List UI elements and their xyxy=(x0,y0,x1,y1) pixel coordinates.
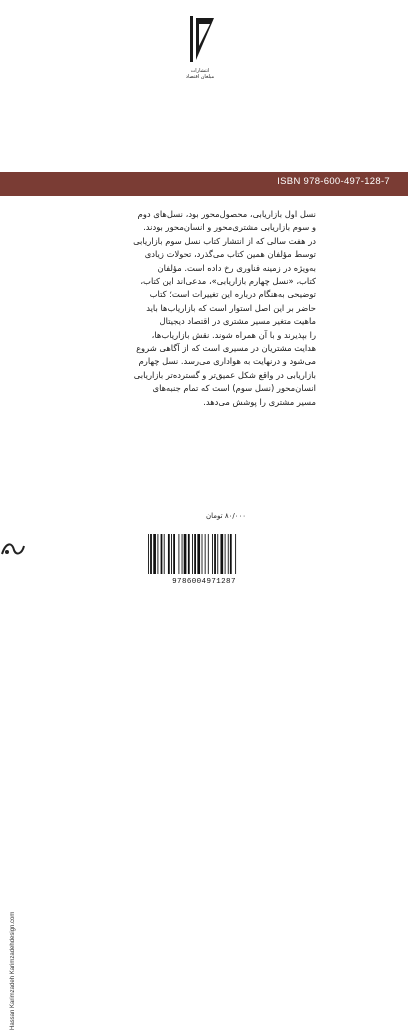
barcode-bar xyxy=(202,534,203,574)
barcode-bar xyxy=(225,534,226,574)
isbn-text: ISBN 978-600-497-128-7 xyxy=(277,176,390,187)
barcode-bar xyxy=(217,534,218,574)
blurb-line: هدایت مشتریان در مسیری است که از آگاهی شروع xyxy=(136,343,316,354)
publisher-logo-icon xyxy=(180,16,220,66)
blurb-line: توضیحی به‌هنگام درباره این تغییرات است؛ کتاب xyxy=(149,289,316,300)
barcode-bar xyxy=(171,534,172,574)
blurb-text xyxy=(88,208,316,409)
blurb-line: بازاریابی در واقع شکل عمیق‌تر و گسترده‌تر بازاریابی xyxy=(133,369,316,380)
barcode-bar xyxy=(157,534,158,574)
blurb-line: می‌شود و درنهایت به هواداری می‌رسد. نسل چهارم xyxy=(138,356,316,367)
blurb-line: و سوم بازاریابی مشتری‌محور و انسان‌محور بودند. xyxy=(143,222,316,233)
barcode-bar xyxy=(178,534,179,574)
barcode-bar xyxy=(197,534,200,574)
designer-credit: Hassan Karimzadeh Karimzadehdesign.com xyxy=(10,911,16,1030)
barcode-bar xyxy=(182,534,183,574)
publisher-name-line2: مبلغان اقتصاد xyxy=(185,74,215,80)
barcode-bar xyxy=(212,534,213,574)
blurb-line: انسان‌محور (نسل سوم) است که تمام جنبه‌های xyxy=(152,383,316,394)
barcode-bar xyxy=(168,534,170,574)
blurb-line: را بپذیرند و با آن همراه شوند. نقش بازاریاب‌ها، xyxy=(151,329,316,340)
barcode-number: 9786004971287 xyxy=(172,578,236,586)
designer-mark-icon xyxy=(0,536,26,558)
barcode-bar xyxy=(150,534,152,574)
barcode-bar xyxy=(173,534,175,574)
barcode-bar xyxy=(235,534,236,574)
barcode-bar xyxy=(220,534,223,574)
barcode xyxy=(140,534,268,588)
barcode-bar xyxy=(161,534,163,574)
barcode-bar xyxy=(184,534,187,574)
blurb-line: توسط مؤلفان همین کتاب می‌گذرد، تحولات زیادی xyxy=(144,249,316,260)
barcode-bars xyxy=(146,534,262,576)
blurb-line: کتاب، «نسل چهارم بازاریابی»، مدعی‌اند این کتاب، xyxy=(140,276,316,287)
barcode-bar xyxy=(148,534,149,574)
blurb-line: به‌ویژه در زمینه فناوری رخ داده است. مؤلفان xyxy=(157,262,316,273)
barcode-bar xyxy=(153,534,156,574)
barcode-bar xyxy=(214,534,216,574)
publisher-name-line1: انتشارات xyxy=(190,68,210,74)
barcode-bar xyxy=(192,534,193,574)
blurb-line: مسیر مشتری را پوشش می‌دهد. xyxy=(203,396,316,407)
barcode-bar xyxy=(205,534,206,574)
price-label: ۸۰/۰۰۰ تومان xyxy=(206,512,246,520)
blurb-line: ماهیت متغیر مسیر مشتری در اقتصاد دیجیتال xyxy=(159,316,316,327)
barcode-bar xyxy=(164,534,165,574)
barcode-bar xyxy=(228,534,229,574)
blurb-line: در هفت سالی که از انتشار کتاب نسل سوم بازاریابی xyxy=(133,235,316,246)
barcode-bar xyxy=(188,534,190,574)
barcode-bar xyxy=(194,534,196,574)
blurb-line: نسل اول بازاریابی، محصول‌محور بود، نسل‌های دوم xyxy=(137,209,316,219)
publisher-name xyxy=(170,68,230,80)
barcode-bar xyxy=(230,534,232,574)
barcode-bar xyxy=(208,534,209,574)
blurb-line: حاضر بر این اصل استوار است که بازاریاب‌ها باید xyxy=(146,302,316,313)
